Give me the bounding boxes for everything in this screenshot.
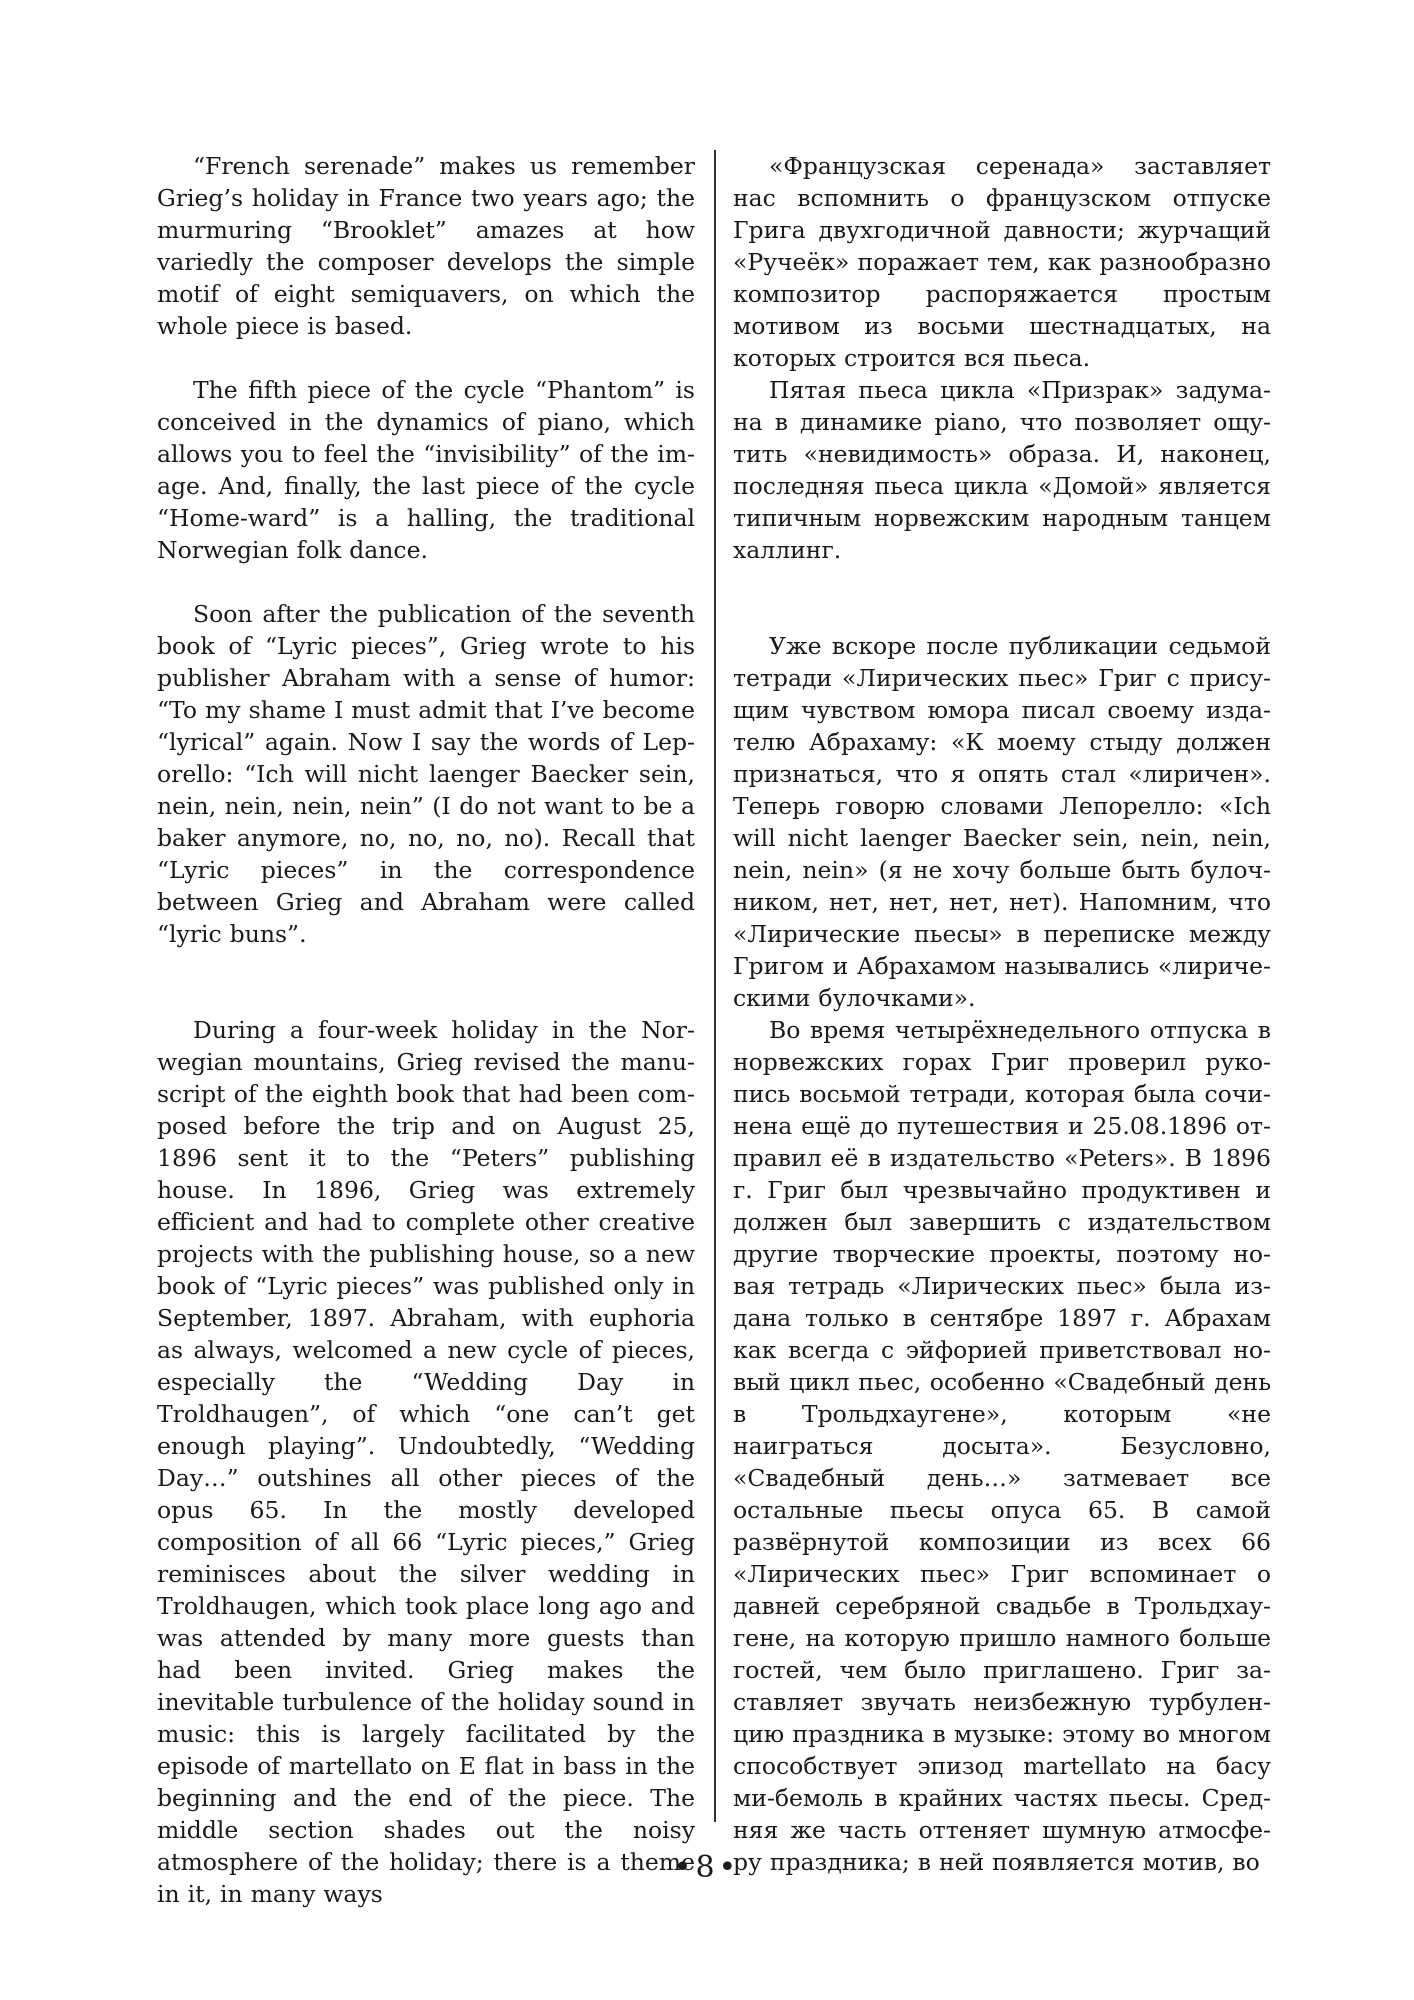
russian-column [733,150,1271,1878]
page-number: •8• [673,1850,741,1885]
russian-paragraph: Пятая пьеса цикла «Призрак» задумана в динамике piano, что позволяет ощутить «невидимость» образа. И, наконец, последняя пьеса цикла «Домой» является типичным норвежским народным танцем халлинг. [733,376,1271,564]
column-divider [714,150,716,1822]
english-paragraph: The fifth piece of the cycle “Phantom” is conceived in the dynamics of piano, which allows you to feel the “invisibility” of the image. And, finally, the last piece of the cycle “Home-ward” is a halling, the traditional Norwegian folk dance. [157,376,695,564]
russian-paragraph: Уже вскоре после публикации седьмой тетради «Лирических пьес» Григ с присущим чувством юмора писал своему издателю Абрахаму: «К моему стыду должен признаться, что я опять стал «лиричен». Теперь говорю словами Лепорелло: «Ich will nicht laenger Baecker sein, nein, nein, nein, nein» (я не хочу больше быть булочником, нет, нет, нет, нет). Напомним, что «Лирические пьесы» в переписке между Григом и Абрахамом назывались «лирическими булочками». [733,632,1271,1012]
english-paragraph: Soon after the publication of the seventh book of “Lyric pieces”, Grieg wrote to his publisher Abraham with a sense of humor: “To my shame I must admit that I’ve become “lyrical” again. Now I say the words of Leporello: “Ich will nicht laenger Baecker sein, nein, nein, nein, nein” (I do not want to be a baker anymore, no, no, no, no). Recall that “Lyric pieces” in the correspondence between Grieg and Abraham were called “lyric buns”. [157,600,695,948]
english-column [157,150,695,1910]
english-paragraph: “French serenade” makes us remember Grieg’s holiday in France two years ago; the murmuring “Brooklet” amazes at how variedly the composer develops the simple motif of eight semiquavers, on which the whole piece is based. [157,152,695,340]
russian-paragraph: Во время четырёхнедельного отпуска в норвежских горах Григ проверил рукопись восьмой тетради, которая была сочинена ещё до путешествия и 25.08.1896 отправил её в издательство «Peters». В 1896 г. Григ был чрезвычайно продуктивен и должен был завершить с издательством другие творческие проекты, поэтому новая тетрадь «Лирических пьес» была издана только в сентябре 1897 г. Абрахам как всегда с эйфорией приветствовал новый цикл пьес, особенно «Свадебный день в Трольдхаугене», которым «не наиграться досыта». Безусловно, «Свадебный день…» затмевает все остальные пьесы опуса 65. В самой развёрнутой композиции из всех 66 «Лирических пьес» Григ вспоминает о давней серебряной свадьбе в Трольдхаугене, на которую пришло намного больше гостей, чем было приглашено. Григ заставляет звучать неизбежную турбуленцию праздника в музыке: этому во многом способствует эпизод martellato на басу ми-бемоль в крайних частях пьесы. Средняя же часть оттеняет шумную атмосферу праздника; в ней появляется мотив, во [733,1016,1271,1876]
russian-paragraph: «Французская серенада» заставляет нас вспомнить о французском отпуске Грига двухгодичной давности; журчащий «Ручеёк» поражает тем, как разнообразно композитор распоряжается простым мотивом из восьми шестнадцатых, на которых строится вся пьеса. [733,152,1271,372]
english-paragraph: During a four-week holiday in the Norwegian mountains, Grieg revised the manuscript of the eighth book that had been composed before the trip and on August 25, 1896 sent it to the “Peters” publishing house. In 1896, Grieg was extremely efficient and had to complete other creative projects with the publishing house, so a new book of “Lyric pieces” was published only in September, 1897. Abraham, with euphoria as always, welcomed a new cycle of pieces, especially the “Wedding Day in Troldhaugen”, of which “one can’t get enough playing”. Undoubtedly, “Wedding Day…” outshines all other pieces of the opus 65. In the mostly developed composition of all 66 “Lyric pieces,” Grieg reminisces about the silver wedding in Troldhaugen, which took place long ago and was attended by many more guests than had been invited. Grieg makes the inevitable turbulence of the holiday sound in music: this is largely facilitated by the episode of martellato on E flat in bass in the beginning and the end of the piece. The middle section shades out the noisy atmosphere of the holiday; there is a theme in it, in many ways [157,1016,695,1908]
